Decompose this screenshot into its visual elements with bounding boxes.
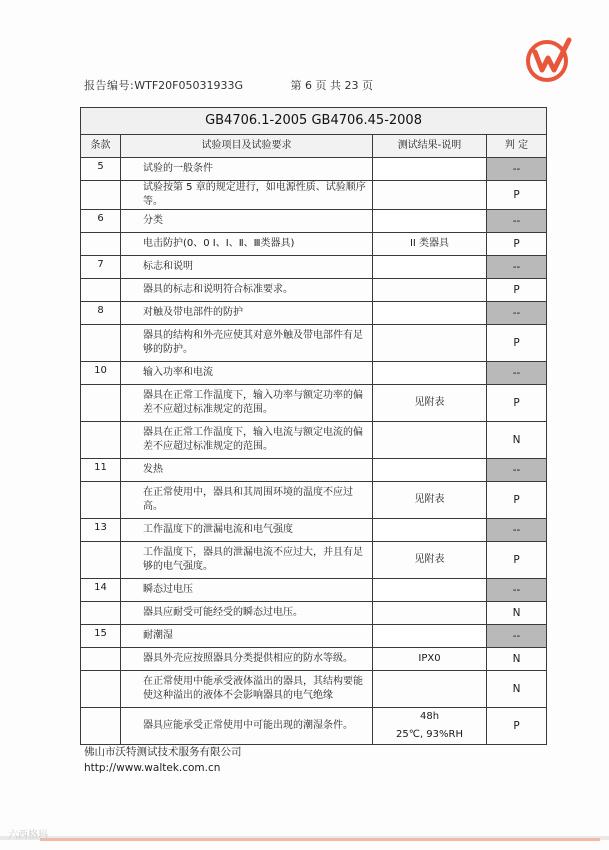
table-row (81, 302, 547, 325)
table-row (81, 181, 547, 210)
table-row (81, 482, 547, 519)
test-item-cell: 标志和说明 (121, 256, 373, 279)
test-item-cell: 对触及带电部件的防护 (121, 302, 373, 325)
result-cell (373, 708, 487, 745)
result-cell (373, 210, 487, 233)
result-cell (373, 362, 487, 385)
test-item-cell: 瞬态过电压 (121, 579, 373, 602)
result-cell: II 类器具 (373, 233, 487, 256)
verdict-cell: -- (487, 459, 547, 482)
verdict-cell: P (487, 542, 547, 579)
report-number: WTF20F05031933G (134, 79, 243, 92)
clause-cell (81, 325, 121, 362)
test-item-cell: 器具在正常工作温度下，输入电流与额定电流的偏差不应超过标准规定的范围。 (121, 422, 373, 459)
result-cell (373, 671, 487, 708)
test-item-cell: 器具应耐受可能经受的瞬态过电压。 (121, 602, 373, 625)
result-cell (373, 158, 487, 181)
test-item-cell: 在正常使用中能承受液体溢出的器具，其结构要能使这种溢出的液体不会影响器具的电气绝缘 (121, 671, 373, 708)
verdict-cell: -- (487, 519, 547, 542)
verdict-cell: P (487, 181, 547, 210)
table-row (81, 422, 547, 459)
verdict-cell: P (487, 233, 547, 256)
column-header-verdict: 判 定 (487, 135, 547, 158)
table-row (81, 325, 547, 362)
result-cell: 见附表 (373, 385, 487, 422)
table-row (81, 210, 547, 233)
standard-title: GB4706.1-2005 GB4706.45-2008 (81, 108, 547, 135)
clause-cell (81, 602, 121, 625)
result-cell (373, 302, 487, 325)
clause-cell: 10 (81, 362, 121, 385)
test-item-cell: 在正常使用中，器具和其周围环境的温度不应过高。 (121, 482, 373, 519)
test-item-cell: 试验按第 5 章的规定进行，如电源性质、试验顺序等。 (121, 181, 373, 210)
clause-cell (81, 671, 121, 708)
table-row (81, 279, 547, 302)
verdict-cell: P (487, 385, 547, 422)
table-title-row (81, 108, 547, 135)
clause-cell (81, 648, 121, 671)
table-row (81, 256, 547, 279)
result-cell (373, 256, 487, 279)
table-row (81, 602, 547, 625)
company-name: 佛山市沃特测试技术服务有限公司 (84, 746, 242, 758)
verdict-cell: N (487, 602, 547, 625)
company-website: http://www.waltek.com.cn (84, 762, 221, 774)
clause-cell (81, 422, 121, 459)
verdict-cell: P (487, 279, 547, 302)
clause-cell: 11 (81, 459, 121, 482)
verdict-cell: -- (487, 302, 547, 325)
test-item-cell: 工作温度下，器具的泄漏电流不应过大，并且有足够的电气强度。 (121, 542, 373, 579)
test-item-cell: 电击防护(0、0 Ⅰ、Ⅰ、Ⅱ、Ⅲ类器具) (121, 233, 373, 256)
test-item-cell: 输入功率和电流 (121, 362, 373, 385)
table-row (81, 579, 547, 602)
test-item-cell: 器具应能承受正常使用中可能出现的潮湿条件。 (121, 708, 373, 745)
verdict-cell: N (487, 671, 547, 708)
verdict-cell: N (487, 422, 547, 459)
verdict-cell: N (487, 648, 547, 671)
table-row (81, 542, 547, 579)
clause-cell (81, 279, 121, 302)
result-cell (373, 181, 487, 210)
test-results-table (80, 107, 547, 745)
result-line: 25℃, 93%RH (395, 729, 463, 740)
table-row (81, 233, 547, 256)
test-item-cell: 器具在正常工作温度下，输入功率与额定功率的偏差不应超过标准规定的范围。 (121, 385, 373, 422)
test-item-cell: 耐潮湿 (121, 625, 373, 648)
clause-cell: 15 (81, 625, 121, 648)
result-cell (373, 625, 487, 648)
table-row (81, 158, 547, 181)
waltek-logo (521, 34, 577, 84)
table-row (81, 362, 547, 385)
table-row (81, 671, 547, 708)
test-item-cell: 发热 (121, 459, 373, 482)
table-header-row (81, 135, 547, 158)
result-cell: IPX0 (373, 648, 487, 671)
clause-cell: 6 (81, 210, 121, 233)
clause-cell (81, 233, 121, 256)
clause-cell: 13 (81, 519, 121, 542)
bottom-accent-line (40, 838, 600, 841)
column-header-clause: 条款 (81, 135, 121, 158)
test-item-cell: 分类 (121, 210, 373, 233)
table-row (81, 459, 547, 482)
verdict-cell: P (487, 325, 547, 362)
result-cell (373, 422, 487, 459)
table-row (81, 648, 547, 671)
footer (84, 744, 242, 776)
clause-cell: 7 (81, 256, 121, 279)
result-cell (373, 519, 487, 542)
clause-cell (81, 708, 121, 745)
test-item-cell: 试验的一般条件 (121, 158, 373, 181)
result-cell (373, 602, 487, 625)
result-cell: 见附表 (373, 542, 487, 579)
result-cell (373, 579, 487, 602)
result-cell (373, 325, 487, 362)
table-row (81, 708, 547, 745)
result-cell (373, 279, 487, 302)
verdict-cell: P (487, 482, 547, 519)
verdict-cell: -- (487, 625, 547, 648)
test-item-cell: 器具的标志和说明符合标准要求。 (121, 279, 373, 302)
clause-cell (81, 385, 121, 422)
clause-cell (81, 181, 121, 210)
test-item-cell: 器具的结构和外壳应使其对意外触及带电部件有足够的防护。 (121, 325, 373, 362)
table-row (81, 625, 547, 648)
table-row (81, 385, 547, 422)
verdict-cell: -- (487, 256, 547, 279)
column-header-item: 试验项目及试验要求 (121, 135, 373, 158)
verdict-cell: P (487, 708, 547, 745)
report-header (84, 77, 373, 93)
test-item-cell: 器具外壳应按照器具分类提供相应的防水等级。 (121, 648, 373, 671)
clause-cell (81, 482, 121, 519)
report-number-label: 报告编号: (84, 79, 135, 92)
verdict-cell: -- (487, 362, 547, 385)
watermark: 六西格玛 (8, 830, 48, 841)
result-cell (373, 459, 487, 482)
result-cell: 见附表 (373, 482, 487, 519)
test-item-cell: 工作温度下的泄漏电流和电气强度 (121, 519, 373, 542)
page-info: 第 6 页 共 23 页 (290, 79, 373, 92)
verdict-cell: -- (487, 579, 547, 602)
clause-cell: 8 (81, 302, 121, 325)
result-line: 48h (419, 711, 440, 722)
clause-cell: 5 (81, 158, 121, 181)
clause-cell (81, 542, 121, 579)
verdict-cell: -- (487, 210, 547, 233)
table-row (81, 519, 547, 542)
column-header-result: 测试结果-说明 (373, 135, 487, 158)
verdict-cell: -- (487, 158, 547, 181)
clause-cell: 14 (81, 579, 121, 602)
